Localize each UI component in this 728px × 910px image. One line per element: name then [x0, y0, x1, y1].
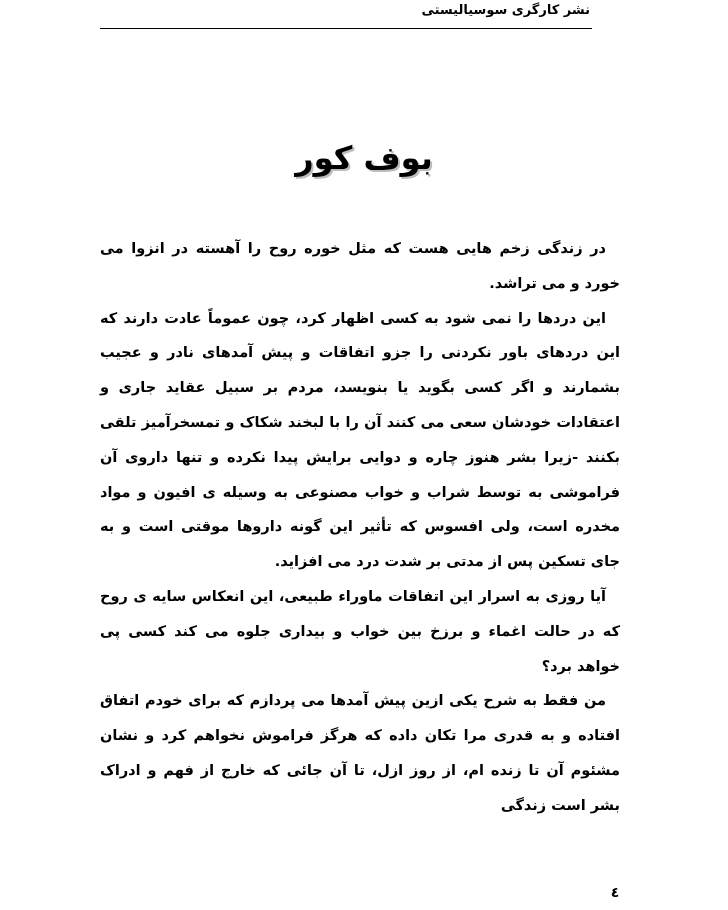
paragraph: من فقط به شرح یکی ازین پیش آمدها می پردازم که برای خودم اتفاق افتاده و به قدری مرا تکان داده که هرگز فراموش نخواهم کرد و نشان مشئوم آن تا زنده ام، از روز ازل، تا آن جائی که خارج از فهم و ادراک بشر است زندگی: [100, 693, 620, 814]
book-title: بوف کور: [295, 139, 433, 177]
paragraph: این دردها را نمی شود به کسی اظهار کرد، چون عموماً عادت دارند که این دردهای باور نکردنی را جزو اتفاقات و پیش آمدهای نادر و عجیب بشمارند و اگر کسی بگوید یا بنویسد، مردم بر سبیل عقاید جاری و اعتقادات خودشان سعی می کنند آن را با لبخند شکاک و تمسخرآمیز تلقی بکنند -زیرا بشر هنوز چاره و دوایی برایش پیدا نکرده و تنها داروی آن فراموشی به توسط شراب و خواب مصنوعی به وسیله ی افیون و مواد مخدره است، ولی افسوس که تأثیر این گونه داروها موقتی است و به جای تسکین پس از مدتی بر شدت درد می افزاید.: [100, 310, 620, 571]
paragraph: در زندگی زخم هایی هست که مثل خوره روح را آهسته در انزوا می خورد و می تراشد.: [100, 241, 620, 292]
page-number: ٤: [610, 885, 620, 901]
body-text: [100, 232, 620, 824]
publisher-name: نشر کارگری سوسیالیستی: [421, 3, 590, 18]
paragraph: آیا روزی به اسرار این اتفاقات ماوراء طبیعی، این انعکاس سایه ی روح که در حالت اغماء و برزخ بین خواب و بیداری جلوه می کند کسی پی خواهد برد؟: [100, 588, 620, 675]
page-header: [100, 2, 592, 29]
